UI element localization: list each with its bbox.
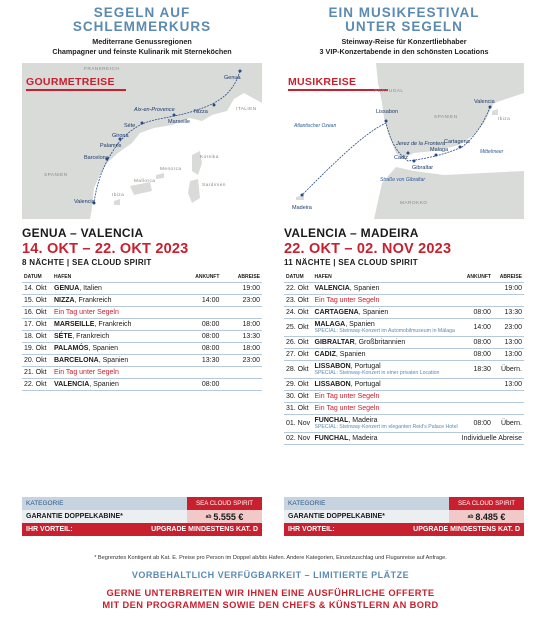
port-country: , Spanien (335, 351, 366, 358)
column-header-date: DATUM (22, 271, 52, 283)
port-country: , Spanien (345, 321, 375, 328)
itinerary-row (284, 361, 524, 379)
row-departure: Übern. (493, 415, 524, 433)
itinerary-row (284, 415, 524, 433)
row-departure: 23:00 (221, 355, 262, 367)
port-country: , Italien (79, 285, 102, 292)
price-ship-label: SEA CLOUD SPIRIT (187, 497, 262, 510)
itinerary-row (284, 349, 524, 361)
row-arrival (178, 367, 222, 379)
row-departure (493, 295, 524, 307)
gourmet-title-line1: SEGELN AUF (93, 5, 191, 20)
row-port (313, 319, 460, 337)
row-arrival: 08:00 (460, 337, 493, 349)
price-ship-label: SEA CLOUD SPIRIT (449, 497, 524, 510)
advantage-row (284, 523, 524, 536)
row-arrival (460, 283, 493, 295)
column-header-port: HAFEN (313, 271, 460, 283)
row-port (313, 379, 460, 391)
advantage-label: IHR VORTEIL: (288, 526, 335, 533)
row-date: 21. Okt (22, 367, 52, 379)
column-header-date: DATUM (284, 271, 313, 283)
itinerary-row (22, 367, 262, 379)
row-port (313, 415, 460, 433)
itinerary-row (284, 379, 524, 391)
row-date: 23. Okt (284, 295, 313, 307)
row-departure: 13:30 (493, 307, 524, 319)
map-port-label: Barcelona (84, 155, 109, 161)
price-value (187, 510, 262, 523)
row-departure: 19:00 (493, 283, 524, 295)
row-arrival (178, 283, 222, 295)
port-country: , Spanien (358, 309, 389, 316)
row-arrival (178, 307, 222, 319)
row-port (52, 343, 178, 355)
row-date: 27. Okt (284, 349, 313, 361)
map-sea-label: Atlantischer Ozean (294, 123, 337, 129)
gourmet-subtitle-line2: Champagner und feinste Kulinarik mit Sterneköchen (52, 47, 232, 56)
map-port-label: Nizza (194, 109, 208, 115)
port-country: , Spanien (98, 357, 129, 364)
map-country-label: Ibiza (112, 193, 125, 198)
map-port-label: Palamós (100, 143, 122, 149)
gourmet-price-box (22, 497, 262, 536)
port-name: MARSEILLE (54, 321, 95, 328)
map-port-label: Cartagena (444, 139, 470, 145)
row-date: 15. Okt (22, 295, 52, 307)
music-subtitle (284, 37, 524, 57)
row-departure: 13:30 (221, 331, 262, 343)
itinerary-row (22, 331, 262, 343)
row-departure: Übern. (493, 361, 524, 379)
table-header-row (284, 271, 524, 283)
price-cabin-label: GARANTIE DOPPELKABINE* (26, 513, 123, 520)
row-arrival: 08:00 (178, 331, 222, 343)
gourmet-map-label: GOURMETREISE (26, 76, 126, 91)
port-name: CARTAGENA (314, 309, 359, 316)
map-country-label: FRANKREICH (84, 67, 120, 72)
port-name: FUNCHAL (314, 435, 349, 442)
music-itinerary-body (284, 283, 524, 445)
row-departure (493, 403, 524, 415)
gourmet-route-map (22, 63, 262, 219)
row-port (313, 307, 460, 319)
map-country-label: Ibiza (498, 117, 511, 122)
itinerary-row (22, 295, 262, 307)
row-departure: 19:00 (221, 283, 262, 295)
row-port (313, 433, 460, 445)
row-date: 30. Okt (284, 391, 313, 403)
column-header-arrival: ANKUNFT (178, 271, 222, 283)
gourmet-column (22, 0, 262, 391)
map-country-label: SPANIEN (434, 115, 458, 120)
row-date: 16. Okt (22, 307, 52, 319)
row-date: 14. Okt (22, 283, 52, 295)
map-sea-label: Straße von Gibraltar (380, 177, 426, 183)
port-name: VALENCIA (314, 285, 350, 292)
row-departure: 13:00 (493, 349, 524, 361)
column-header-departure: ABREISE (493, 271, 524, 283)
row-departure: 23:00 (493, 319, 524, 337)
row-arrival: 08:00 (460, 349, 493, 361)
column-header-departure: ABREISE (221, 271, 262, 283)
music-map-label: MUSIKREISE (288, 76, 388, 91)
row-departure: 23:00 (221, 295, 262, 307)
sea-day-label: Ein Tag unter Segeln (314, 405, 380, 412)
itinerary-row (284, 337, 524, 349)
music-subtitle-line1: Steinway-Reise für Konzertliebhaber (341, 37, 467, 46)
row-date: 25. Okt (284, 319, 313, 337)
port-country: , Spanien (89, 381, 119, 388)
port-country: , Spanien (88, 345, 119, 352)
port-name: GENUA (54, 285, 80, 292)
sea-day-label: Ein Tag unter Segeln (314, 297, 380, 304)
music-route-title: VALENCIA – MADEIRA (284, 226, 419, 240)
cta-line1: GERNE UNTERBREITEN WIR IHNEN EINE AUSFÜHRLICHE OFFERTE (106, 588, 435, 598)
row-date: 22. Okt (22, 379, 52, 391)
row-date: 02. Nov (284, 433, 313, 445)
itinerary-row (284, 319, 524, 337)
row-port (52, 295, 178, 307)
map-port-label: Marseille (168, 119, 191, 125)
gourmet-itinerary-body (22, 283, 262, 391)
row-arrival: 08:00 (178, 343, 222, 355)
music-price-box (284, 497, 524, 536)
map-port-label: Cadiz (394, 155, 409, 161)
port-country: , Frankreich (72, 333, 110, 340)
advantage-label: IHR VORTEIL: (26, 526, 73, 533)
map-country-label: Sardinien (202, 183, 226, 188)
row-arrival: 14:00 (178, 295, 222, 307)
row-port (52, 307, 178, 319)
row-departure: 13:00 (493, 337, 524, 349)
row-port (52, 283, 178, 295)
map-port-label: Madeira (292, 205, 312, 211)
special-note: SPECIAL: Steinway-Konzert im eleganten Reid's Palace Hotel (314, 424, 458, 430)
music-subtitle-line2: 3 VIP-Konzertabende in den schönsten Locations (319, 47, 489, 56)
row-port (52, 355, 178, 367)
column-header-arrival: ANKUNFT (460, 271, 493, 283)
music-title (284, 6, 524, 34)
map-port-label: Gibraltar (412, 165, 434, 171)
row-date: 20. Okt (22, 355, 52, 367)
row-arrival: 13:30 (178, 355, 222, 367)
port-name: GIBRALTAR (314, 339, 355, 346)
gourmet-route-title: GENUA – VALENCIA (22, 226, 144, 240)
map-country-label: PORTUGAL (374, 89, 404, 94)
port-name: BARCELONA (54, 357, 99, 364)
map-port-label: Genua (224, 75, 241, 81)
music-title-line2: UNTER SEGELN (345, 19, 463, 34)
gourmet-title-line2: SCHLEMMERKURS (72, 19, 212, 34)
row-arrival: 08:00 (178, 379, 222, 391)
row-arrival: 14:00 (460, 319, 493, 337)
port-country: , Spanien (349, 285, 380, 292)
row-date: 29. Okt (284, 379, 313, 391)
row-arrival (460, 379, 493, 391)
itinerary-row (284, 433, 524, 445)
advantage-value: UPGRADE MINDESTENS KAT. D (413, 526, 520, 533)
price-cabin-label: GARANTIE DOPPELKABINE* (288, 513, 385, 520)
music-route-dates: 22. OKT – 02. NOV 2023 (284, 241, 452, 257)
row-port (52, 367, 178, 379)
row-date: 31. Okt (284, 403, 313, 415)
map-port-label: Malaga (430, 147, 449, 153)
port-name: CADIZ (314, 351, 336, 358)
map-port-label: Lissabon (376, 109, 399, 115)
music-route-map (284, 63, 524, 219)
row-arrival: 08:00 (460, 307, 493, 319)
itinerary-row (284, 391, 524, 403)
music-column (284, 0, 524, 445)
advantage-row (22, 523, 262, 536)
port-country: , Frankreich (74, 297, 112, 304)
row-departure (221, 307, 262, 319)
sea-day-label: Ein Tag unter Segeln (54, 309, 119, 316)
port-name: LISSABON (314, 363, 351, 370)
itinerary-row (22, 283, 262, 295)
map-country-label: Mallorca (134, 179, 156, 184)
itinerary-row (284, 295, 524, 307)
row-date: 24. Okt (284, 307, 313, 319)
port-name: FUNCHAL (314, 417, 349, 424)
availability-notice: VORBEHALTLICH VERFÜGBARKEIT – LIMITIERTE PLÄTZE (131, 570, 410, 580)
port-country: , Madeira (348, 435, 378, 442)
map-country-label: SPANIEN (44, 173, 68, 178)
price-value-row (22, 510, 262, 523)
row-date: 19. Okt (22, 343, 52, 355)
map-port-label: Valencia (74, 199, 95, 205)
map-country-label: MAROKKO (400, 201, 428, 206)
price-category-label: KATEGORIE (288, 500, 326, 507)
price-prefix: ab (467, 513, 474, 520)
itinerary-row (284, 403, 524, 415)
price-amount: 5.555 € (213, 511, 244, 522)
row-date: 26. Okt (284, 337, 313, 349)
port-name: PALAMÓS (54, 345, 89, 352)
port-name: NIZZA (54, 297, 75, 304)
row-arrival (460, 295, 493, 307)
cta-line2: MIT DEN PROGRAMMEN SOWIE DEN CHEFS & KÜNSTLERN AN BORD (102, 600, 439, 610)
row-date: 18. Okt (22, 331, 52, 343)
gourmet-itinerary-table (22, 271, 262, 391)
call-to-action (0, 587, 541, 611)
advantage-value: UPGRADE MINDESTENS KAT. D (151, 526, 258, 533)
row-arrival (460, 391, 493, 403)
price-prefix: ab (205, 513, 212, 520)
table-header-row (22, 271, 262, 283)
itinerary-row (22, 307, 262, 319)
port-name: LISSABON (314, 381, 351, 388)
row-departure (493, 391, 524, 403)
itinerary-row (22, 343, 262, 355)
map-country-label: Korsika (200, 155, 219, 160)
port-country: , Portugal (350, 381, 381, 388)
row-date: 01. Nov (284, 415, 313, 433)
row-arrival: 18:30 (460, 361, 493, 379)
port-name: MALAGA (314, 321, 346, 328)
gourmet-route-ship: 8 NÄCHTE | SEA CLOUD SPIRIT (22, 258, 152, 267)
gourmet-title (22, 6, 262, 34)
row-port (313, 295, 460, 307)
row-port (313, 349, 460, 361)
row-port (313, 337, 460, 349)
gourmet-subtitle-line1: Mediterrane Genussregionen (92, 37, 192, 46)
price-amount: 8.485 € (475, 511, 506, 522)
price-category-label: KATEGORIE (26, 500, 64, 507)
price-value-row (284, 510, 524, 523)
special-note: SPECIAL: Steinway-Konzert im Automobilmuseum in Málaga (314, 328, 455, 334)
row-departure (221, 367, 262, 379)
row-departure: 18:00 (221, 319, 262, 331)
music-title-line1: EIN MUSIKFESTIVAL (328, 5, 480, 20)
port-country: , Großbritannien (354, 339, 406, 346)
row-port (52, 319, 178, 331)
price-header-row (22, 497, 262, 510)
map-sea-label: Mittelmeer (480, 149, 504, 155)
special-note: SPECIAL: Steinway-Konzert in einer privaten Location (314, 370, 440, 376)
map-port-label: Valencia (474, 99, 495, 105)
row-departure (221, 379, 262, 391)
column-header-port: HAFEN (52, 271, 178, 283)
price-header-row (284, 497, 524, 510)
row-port (52, 331, 178, 343)
map-port-label: Jerez de la Frontera (396, 141, 446, 147)
row-departure: 13:00 (493, 379, 524, 391)
row-arrival: Individuelle Abreise (460, 433, 524, 445)
row-port (313, 283, 460, 295)
row-arrival: 08:00 (460, 415, 493, 433)
map-port-label: Séte (124, 123, 136, 129)
itinerary-row (22, 319, 262, 331)
port-name: VALENCIA (54, 381, 90, 388)
music-route-ship: 11 NÄCHTE | SEA CLOUD SPIRIT (284, 258, 418, 267)
sea-day-label: Ein Tag unter Segeln (54, 369, 119, 376)
row-port (313, 391, 460, 403)
itinerary-row (284, 283, 524, 295)
port-country: , Portugal (350, 363, 381, 370)
map-country-label: Menorca (160, 167, 182, 172)
row-arrival (460, 403, 493, 415)
row-port (313, 361, 460, 379)
port-country: , Frankreich (94, 321, 132, 328)
gourmet-route-dates: 14. OKT – 22. OKT 2023 (22, 241, 189, 257)
row-arrival: 08:00 (178, 319, 222, 331)
price-value (449, 510, 524, 523)
footnote: * Begrenztes Kontigent ab Kat. E. Preise pro Person im Doppel ab/bis Hafen. Andere Kategorien, Einzelzuschlag und Fluganreise auf Anfrage. (94, 555, 447, 561)
gourmet-subtitle (22, 37, 262, 57)
itinerary-row (22, 379, 262, 391)
row-date: 22. Okt (284, 283, 313, 295)
row-port (313, 403, 460, 415)
itinerary-row (284, 307, 524, 319)
itinerary-row (22, 355, 262, 367)
port-country: , Madeira (348, 417, 378, 424)
map-country-label: ITALIEN (236, 107, 257, 112)
map-port-label: Girona (112, 133, 129, 139)
port-name: SÉTE (54, 333, 73, 340)
row-port (52, 379, 178, 391)
sea-day-label: Ein Tag unter Segeln (314, 393, 380, 400)
music-itinerary-table (284, 271, 524, 445)
map-port-label: Aix-en-Provence (134, 107, 175, 113)
row-date: 28. Okt (284, 361, 313, 379)
row-date: 17. Okt (22, 319, 52, 331)
row-departure: 18:00 (221, 343, 262, 355)
